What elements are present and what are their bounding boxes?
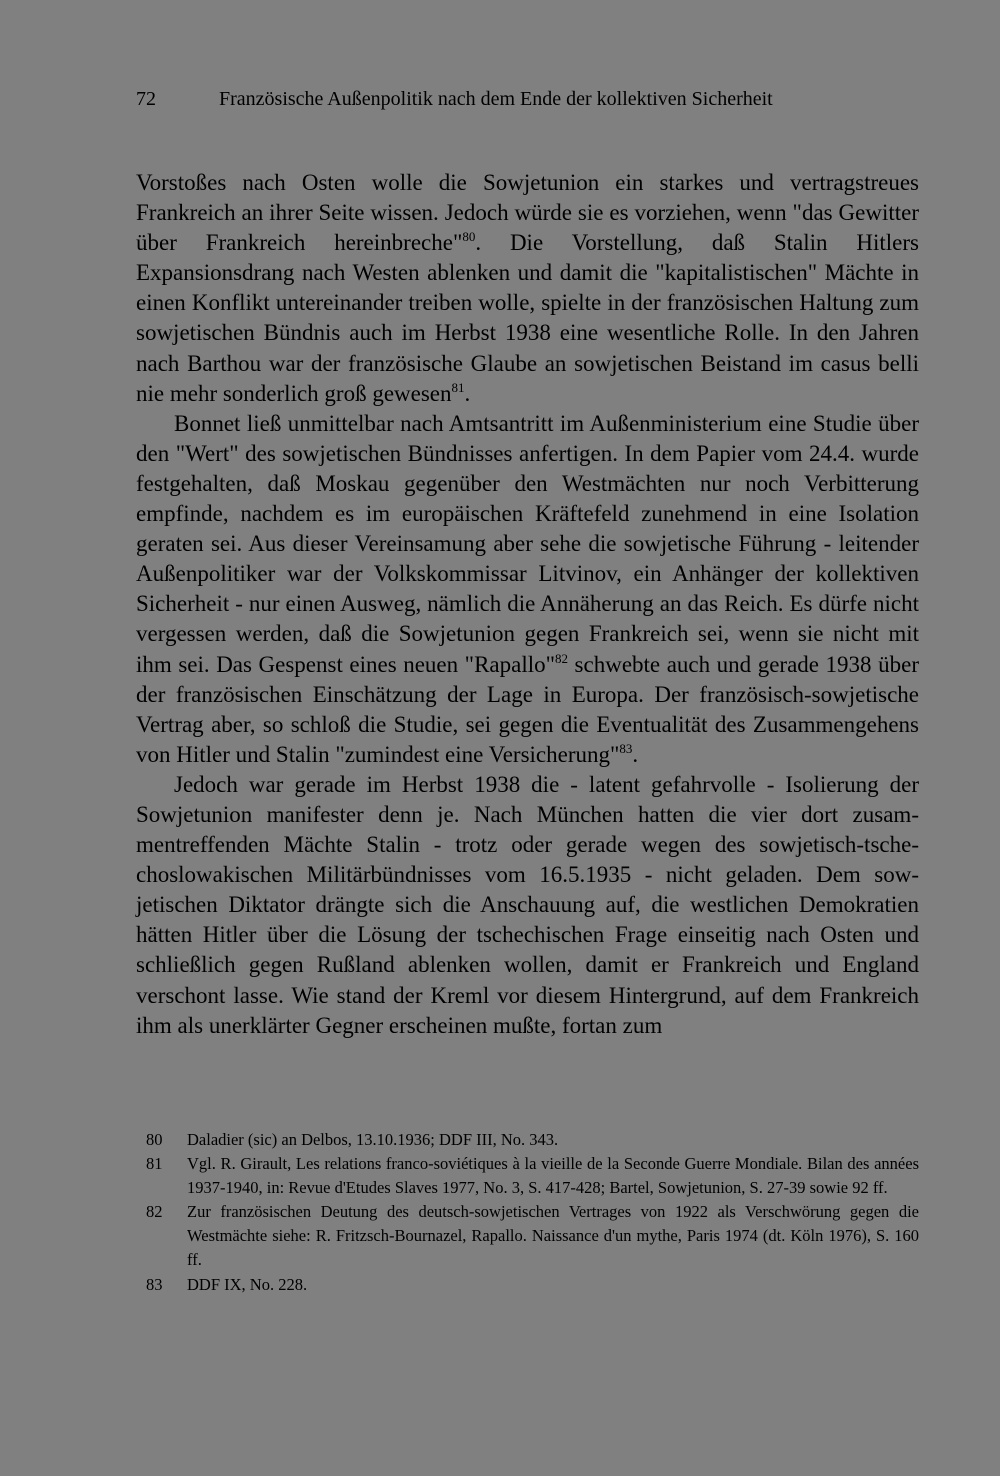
footnote-number: 83	[146, 1274, 163, 1294]
footnote-ref[interactable]: 81	[451, 379, 465, 395]
footnote	[146, 1152, 919, 1200]
paragraph	[136, 409, 919, 770]
footnote-ref[interactable]: 83	[619, 740, 633, 756]
footnote-number: 82	[146, 1202, 163, 1222]
footnotes	[146, 1128, 919, 1297]
footnote	[146, 1200, 919, 1272]
paragraph	[136, 770, 919, 1041]
footnote	[146, 1273, 919, 1297]
page-number: 72	[136, 88, 156, 110]
running-header	[136, 86, 896, 112]
paragraph-text: Bonnet ließ unmittelbar nach Amtsantritt im Außenministerium eine Studie über den "Wert" des sowjetischen Bündnisses anfertigen. In dem Papier vom 24.4. wurde festgehalten, daß Moskau gegenüber den Westmächten nur noch Verbitterung empfinde, nachdem es im europäischen Kräftefeld zunehmend in eine Isolation geraten sei. Aus dieser Vereinsamung aber sehe die sowjetische Führung - leitender Außenpolitiker war der Volkskommissar Litvinov, ein Anhänger der kollektiven Sicherheit - nur einen Ausweg, nämlich die Annäherung an das Reich. Es dürfe nicht vergessen werden, daß die Sowjetunion gegen Frankreich sei, wenn sie nicht mit ihm sei. Das Gespenst eines neuen "Rapallo"	[136, 410, 919, 677]
footnote-number: 81	[146, 1154, 163, 1174]
footnote-ref[interactable]: 82	[555, 650, 568, 666]
paragraph-text: . Die Vorstellung, daß Stalin Hitlers Expansionsdrang nach Westen ablenken und damit die "kapitalistischen" Mächte in einen Konflikt untereinander treiben wolle, spielte in der französischen Haltung zum sowjetischen Bündnis auch im Herbst 1938 eine wesentliche Rolle. In den Jahren nach Barthou war der französische Glaube an sowjetischen Beistand im casus belli nie mehr sonderlich groß gewesen	[136, 230, 920, 406]
paragraph-text: .	[464, 380, 471, 406]
footnote-ref[interactable]: 80	[462, 229, 476, 245]
paragraph-text: Jedoch war gerade im Herbst 1938 die - latent gefahrvolle - Isolierung der Sowjetunion manifester denn je. Nach München hatten die vier dort zusammentreffenden Mächte Stalin - trotz oder gerade wegen des sowjetisch-tschechoslowakischen Militärbündnisses vom 16.5.1935 - nicht geladen. Dem sowjetischen Diktator drängte sich die Anschauung auf, die westlichen Demokratien hätten Hitler über die Lösung der tschechischen Frage einseitig nach Osten und schließlich gegen Rußland ablenken wollen, damit er Frankreich und England verschont lasse. Wie stand der Kreml vor diesem Hintergrund, auf dem Frankreich ihm als unerklärter Gegner erscheinen mußte, fortan zum	[136, 771, 919, 1038]
footnote-text: Zur französischen Deutung des deutsch-sowjetischen Vertrages von 1922 als Verschwörung gegen die Westmächte siehe: R. Fritzsch-Bournazel, Rapallo. Naissance d'un mythe, Paris 1974 (dt. Köln 1976), S. 160 ff.	[187, 1202, 919, 1270]
running-title: Französische Außenpolitik nach dem Ende der kollektiven Sicherheit	[219, 88, 773, 110]
paragraph-text: .	[632, 741, 639, 767]
footnote-text: DDF IX, No. 228.	[187, 1274, 308, 1294]
footnote	[146, 1128, 919, 1152]
main-text	[136, 168, 919, 1041]
paragraph	[136, 168, 919, 409]
paragraph-text: Vorstoßes nach Osten wolle die Sowjetunion ein starkes und vertragstreues Frankreich an ihrer Seite wissen. Jedoch würde sie es vorziehen, wenn "das Gewitter über Frankreich hereinbreche"	[136, 170, 919, 256]
footnote-number: 80	[146, 1130, 163, 1149]
footnote-text: Vgl. R. Girault, Les relations franco-soviétiques à la vieille de la Seconde Guerre Mondiale. Bilan des années 1937-1940, in: Revue d'Etudes Slaves 1977, No. 3, S. 417-428; Bartel, Sowjetunion, S. 27-39 sowie 92 ff.	[187, 1154, 919, 1198]
footnote-text: Daladier (sic) an Delbos, 13.10.1936; DDF III, No. 343.	[187, 1130, 559, 1149]
paragraph-text: schwebte auch und gerade 1938 über der französischen Einschätzung der Lage in Europa. Der französisch-sowjetische Vertrag aber, so schloß die Studie, sei gegen die Eventualität des Zusammengehens von Hitler und Stalin "zumindest eine Versicherung"	[136, 651, 919, 767]
